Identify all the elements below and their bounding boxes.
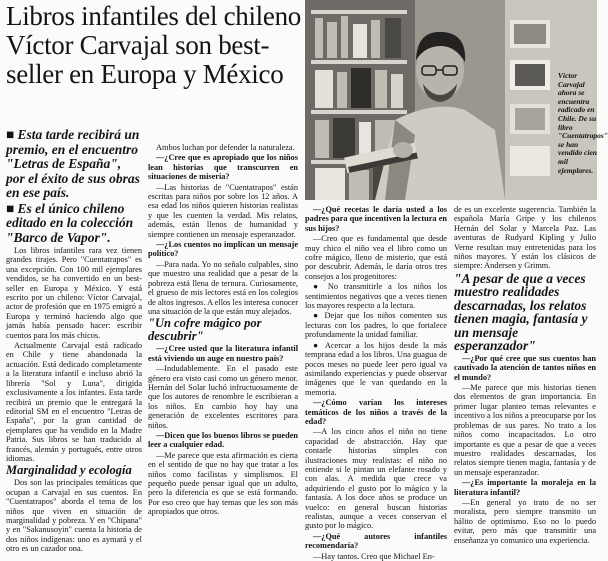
- interview-question: —¿Qué autores infantiles recomendaría?: [305, 531, 447, 551]
- lead-paragraph: ■ Es el único chileno editado en la colección "Barco de Vapor".: [6, 200, 134, 245]
- body-paragraph: Los libros infantiles rara vez tienen grandes tirajes. Pero "Cuentatrapos" es una excepción. Con 100 mil ejemplares vendidos, se ha convertido en un best-seller en Europa y México. Y está escrito por un chileno: Víctor Carvajal, actor de profesión que en 1975 emigró a Europa y terminó haciendo algo que jamás había pensado hacer: escribir cuentos para los más chicos.: [6, 246, 142, 340]
- body-paragraph: ● No transmitirle a los niños los sentimientos negativos que a veces tienen los mayores respecto a la lectura.: [305, 282, 447, 311]
- interview-question: —Dicen que los buenos libros se pueden leer a cualquier edad.: [148, 430, 298, 450]
- body-paragraph: ● Acercar a los hijos desde la más temprana edad a los libros. Una guagua de pocos meses no puede leer pero igual va asimilando experiencias y puede observar imágenes que le van quedando en la memoria.: [305, 340, 447, 397]
- body-paragraph: Dos son las principales temáticas que ocupan a Carvajal en sus cuentos. En "Cuentatrapos" aborda el tema de los niños que viven en situación de marginalidad y pobreza. Y en "Chipana" y en "Sakanusoyin" cuenta la historia de dos niños indígenas: uno es aymará y el otro es un cazador ona.: [6, 478, 142, 554]
- body-paragraph: ● Dejar que los niños comenten sus lecturas con los padres, lo que fortalece profundamente la unidad familiar.: [305, 311, 447, 340]
- subheading: "Un cofre mágico por descubrir": [148, 316, 262, 344]
- headline: Libros infantiles del chileno Víctor Carvajal son best-seller en Europa y México: [6, 1, 301, 89]
- column-3: [305, 205, 447, 561]
- body-paragraph: —Me parece que mis historias tienen dos elementos de gran importancia. En primer lugar planteo temas relevantes e incentivo a los niños a preocuparse por los problemas de sus pares. No trato a los niños como incapacitados. Lo otro importante es que a pesar de que a veces muestro realidades descarnadas, los relatos siempre tienen magia, fantasía y de un mensaje esperanzador.: [454, 383, 596, 477]
- column-1: [6, 127, 142, 554]
- interview-question: —¿Por qué cree que sus cuentos han cautivado la atención de tantos niños en el mundo?: [454, 353, 596, 382]
- subheading: Marginalidad y ecología: [6, 463, 132, 478]
- author-photo-illustration: [305, 0, 608, 200]
- body-paragraph: —Indudablemente. En el pasado este género era visto casi como un género menor. Hernán del Solar luchó infructuosamente de que los autores de renombre le escribieran a los niños. En cambio hoy hay una generación de excelentes escritores para niños.: [148, 364, 298, 430]
- lead-text: Esta tarde recibirá un premio, en el encuentro "Letras de España", por el éxito de sus obras en ese país.: [6, 127, 140, 200]
- lead-paragraph: ■ Esta tarde recibirá un premio, en el encuentro "Letras de España", por el éxito de sus obras en ese país.: [6, 127, 140, 200]
- interview-question: —¿Cree que es apropiado que los niños lean historias que transcurren en situaciones de miseria?: [148, 153, 298, 182]
- interview-question: —¿Es importante la moraleja en la literatura infantil?: [454, 478, 596, 497]
- body-paragraph: Ambos luchan por defender la naturaleza.: [156, 143, 295, 152]
- column-2: [148, 143, 298, 534]
- photo-caption: Víctor Carvajal ahora se encuentra radicado en Chile. De su libro "Cuentatrapos" se han vendido cien mil ejemplares.: [558, 71, 608, 175]
- body-paragraph: —Para nada. Yo no señalo culpables, sino que muestro una realidad que a pesar de la pobreza está llena de ternura. Curiosamente, el grueso de mis lectores está en los colegios de altos ingresos. A ellos les interesa conocer una situación de la que están muy alejados.: [148, 259, 298, 316]
- body-paragraph: —Creo que es fundamental que desde muy chico el niño vea el libro como un cofre mágico, lleno de misterio, que está por descubrir. Además, le daría otros tres consejos a los progenitores:: [305, 234, 447, 281]
- interview-question: —¿Cómo varían los intereses temáticos de los niños a través de la edad?: [305, 398, 447, 426]
- body-paragraph: —En general yo trato de no ser moralista, pero siempre transmito un hálito de optimismo. Eso no lo puedo evitar, pero más que transmitir una enseñanza yo comunico una experiencia.: [454, 497, 596, 545]
- body-paragraph: —Me parece que esta afirmación es cierta en el sentido de que no hay que tratar a los niños como facilistas y simplismos. El pequeño puede pensar igual que un adulto, pero la diferencia es que se está formando. Por eso creo que hay temas que les son más apropiados que otros.: [148, 450, 298, 517]
- interview-question: —¿Cree usted que la literatura infantil está viviendo un auge en nuestro país?: [148, 344, 298, 363]
- body-paragraph: —A los cinco años el niño no tiene capacidad de abstracción. Hay que contarle historias simples con ilustraciones muy realistas: el niño no entiende si le pintan un elefante rosado y con alas. A medida que crece va adquiriendo el gusto por lo mágico y la fantasía. A los doce años se produce un vuelco: en general buscan historias realistas, aunque a veces conservan el gusto por lo mágico.: [305, 427, 447, 531]
- body-paragraph: Actualmente Carvajal está radicado en Chile y tiene abandonada la actuación. Está dedicado completamente a la literatura infantil e incluso abrió la librería "Sol y Luna", dirigida exclusivamente a los infantes. Esta tarde recibirá un premio que le entregará la editorial SM en el encuentro "Letras de España", por la gran cantidad de ejemplares que ha vendido en la Madre Patria. Sus libros se han traducido al francés, alemán y portugués, entre otros idiomas.: [6, 341, 142, 463]
- interview-question: —¿Qué recetas le daría usted a los padres para que incentiven la lectura en sus hijos?: [305, 205, 447, 233]
- pull-quote: "A pesar de que a veces muestro realidades descarnadas, los relatos tienen magia, fantasía y un mensaje esperanzador": [454, 270, 588, 354]
- body-paragraph: —Hay tantos. Creo que Michael En-: [313, 551, 435, 561]
- interview-question: —¿Los cuentos no implican un mensaje político?: [148, 240, 298, 259]
- author-photo: [305, 0, 608, 200]
- body-paragraph: —Las historias de "Cuentatrapos" están escritas para niños por sobre los 12 años. A esa edad los niños quieren historias realistas y que les cuenten la verdad. Mis relatos, además, están llenos de humanidad y siempre contienen un mensaje esperanzador.: [148, 182, 298, 239]
- column-4: [454, 205, 596, 545]
- body-paragraph: de es un excelente sugerencia. También la española María Gripe y los chilenos Hernán del Solar y Marcela Paz. Las aventuras de Rudyard Kipling y Julio Verne resultan muy entretenidas para los niños mayores. Y están los clásicos de siempre: Andersen y Grimm.: [454, 205, 596, 271]
- lead-text: Es el único chileno editado en la colección "Barco de Vapor".: [6, 200, 134, 245]
